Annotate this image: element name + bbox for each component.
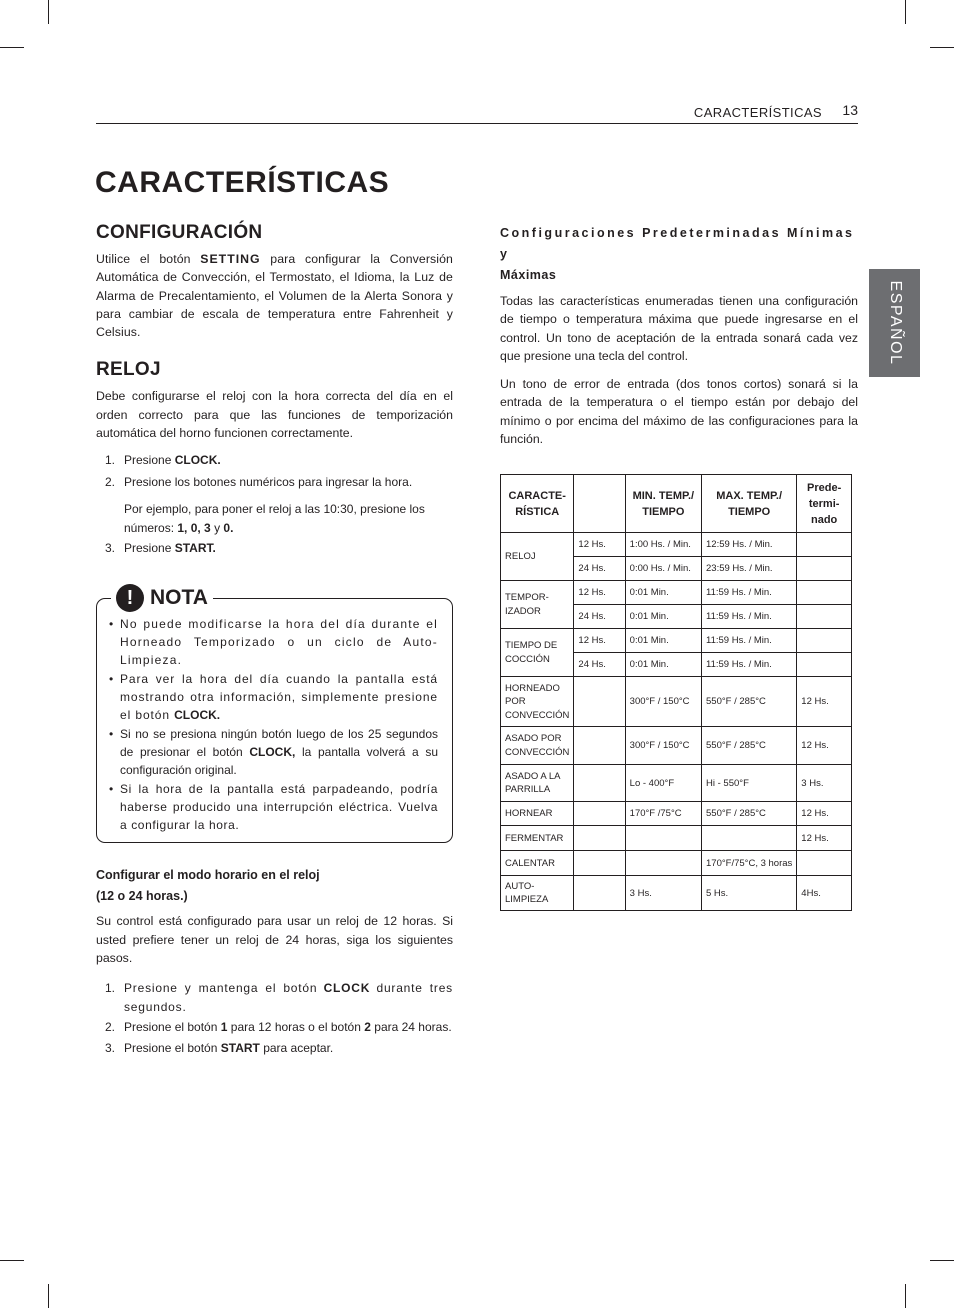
text-run: Para ver la hora del día cuando la pantalla está mostrando otra información, simplemente presione el botón <box>120 671 438 723</box>
text-run: durante tres segundos. <box>124 981 453 1014</box>
page-title: CARACTERÍSTICAS <box>95 166 390 199</box>
heading-line: Configurar el modo horario en el reloj <box>96 868 320 883</box>
list-item <box>105 1018 453 1037</box>
default-cell: 12 Hs. <box>797 727 852 765</box>
exclamation-icon: ! <box>116 584 144 612</box>
feature-cell: AUTO- LIMPIEZA <box>501 876 574 911</box>
mode-cell <box>574 802 625 826</box>
step-number: 2. <box>105 474 116 489</box>
start-key: START <box>220 1040 260 1055</box>
list-item <box>105 539 453 558</box>
default-cell <box>797 851 852 876</box>
clock-key: CLOCK <box>323 981 371 996</box>
min-cell: 0:01 Min. <box>625 629 701 653</box>
default-cell: 12 Hs. <box>797 802 852 826</box>
table-row <box>501 802 852 826</box>
max-cell: 11:59 Hs. / Min. <box>702 605 797 629</box>
text-run: Presione <box>124 541 172 556</box>
feature-cell: FERMENTAR <box>501 826 574 851</box>
table-row <box>501 629 852 653</box>
crop-mark <box>0 1260 24 1261</box>
crop-mark <box>905 1284 906 1308</box>
mode-cell <box>574 876 625 911</box>
language-tab <box>869 269 920 377</box>
text-run: No puede modificarse la hora del día durante el Horneado Temporizado o un ciclo de Auto-Limpieza. <box>120 616 438 668</box>
default-cell: 4Hs. <box>797 876 852 911</box>
clock-key: CLOCK, <box>249 744 296 759</box>
table-row <box>501 851 852 876</box>
header-mode <box>574 475 625 533</box>
table-row <box>501 826 852 851</box>
list-item <box>105 979 453 1016</box>
text-run: Si no se presiona ningún botón luego de los 25 segundos de presionar el botón <box>120 726 438 759</box>
text-run: para 24 horas. <box>374 1020 452 1035</box>
crop-mark <box>0 47 24 48</box>
table-row <box>501 581 852 605</box>
mode-cell: 24 Hs. <box>574 557 625 581</box>
max-cell: 12:59 Hs. / Min. <box>702 533 797 557</box>
text-run: para 12 horas o el botón <box>230 1020 361 1035</box>
digit-key: 2 <box>364 1020 371 1035</box>
default-cell <box>797 629 852 653</box>
right-column <box>500 222 858 911</box>
default-cell <box>797 581 852 605</box>
modo-horario-section <box>96 865 453 1057</box>
step-number: 3. <box>105 1040 116 1055</box>
min-cell: 1:00 Hs. / Min. <box>625 533 701 557</box>
feature-cell: HORNEAR <box>501 802 574 826</box>
min-cell: 3 Hs. <box>625 876 701 911</box>
max-cell: 11:59 Hs. / Min. <box>702 629 797 653</box>
header-feature: CARACTE- RÍSTICA <box>501 475 574 533</box>
max-cell: 170°F/75°C, 3 horas <box>702 851 797 876</box>
crop-mark <box>48 0 49 24</box>
predeterminadas-heading <box>500 223 858 286</box>
modo-horario-steps <box>105 979 453 1057</box>
nota-label: NOTA <box>150 585 208 609</box>
feature-cell: RELOJ <box>501 533 574 581</box>
min-cell: 0:00 Hs. / Min. <box>625 557 701 581</box>
setting-key: SETTING <box>200 252 261 266</box>
left-column <box>96 222 453 1057</box>
min-cell: 300°F / 150°C <box>625 727 701 765</box>
predeterminadas-p1: Todas las características enumeradas tienen una configuración de tiempo o temperatura máxima que puede ingresarse en el control. Un tono de aceptación de la entrada sonará cada vez que presione una tecla del control. <box>500 294 858 363</box>
default-cell <box>797 557 852 581</box>
clock-key: CLOCK. <box>174 453 221 468</box>
max-cell <box>702 826 797 851</box>
running-header <box>96 103 858 124</box>
mode-cell <box>574 677 625 727</box>
feature-cell: TEMPOR- IZADOR <box>501 581 574 629</box>
feature-cell: CALENTAR <box>501 851 574 876</box>
feature-cell: TIEMPO DE COCCIÓN <box>501 629 574 677</box>
default-cell <box>797 533 852 557</box>
digit-key: 0. <box>223 520 234 535</box>
crop-mark <box>905 0 906 24</box>
list-item <box>105 451 453 470</box>
crop-mark <box>930 1260 954 1261</box>
default-cell <box>797 653 852 677</box>
text-run: Presione el botón <box>124 1020 218 1035</box>
text-run: la pantalla volverá a su configuración original. <box>120 744 438 778</box>
mode-cell <box>574 765 625 802</box>
default-cell: 12 Hs. <box>797 677 852 727</box>
max-cell: 550°F / 285°C <box>702 727 797 765</box>
max-cell: 5 Hs. <box>702 876 797 911</box>
min-cell: 0:01 Min. <box>625 653 701 677</box>
text-run: Presione el botón <box>124 1040 218 1055</box>
min-cell: 170°F /75°C <box>625 802 701 826</box>
table-row <box>501 876 852 911</box>
list-item <box>105 1039 453 1058</box>
nota-box <box>96 585 453 844</box>
list-item <box>109 780 438 835</box>
header-min: MIN. TEMP./ TIEMPO <box>625 475 701 533</box>
language-tab-label: ESPAÑOL <box>886 280 904 366</box>
header-max: MAX. TEMP./ TIEMPO <box>702 475 797 533</box>
mode-cell: 12 Hs. <box>574 581 625 605</box>
heading-line: (12 o 24 horas.) <box>96 889 188 904</box>
modo-horario-heading <box>96 865 453 907</box>
max-cell: 550°F / 285°C <box>702 677 797 727</box>
step-number: 3. <box>105 541 116 556</box>
min-cell: 0:01 Min. <box>625 605 701 629</box>
predeterminadas-p2: Un tono de error de entrada (dos tonos cortos) sonará si la entrada de la temperatura o el tiempo están por debajo del mínimo o por encima del máximo de las configuraciones para la función. <box>500 377 858 447</box>
crop-mark <box>48 1284 49 1308</box>
mode-cell: 12 Hs. <box>574 533 625 557</box>
default-cell: 12 Hs. <box>797 826 852 851</box>
table-row <box>501 677 852 727</box>
table-row <box>501 765 852 802</box>
digit-key: 1 <box>220 1020 228 1035</box>
reloj-intro: Debe configurarse el reloj con la hora correcta del día en el orden correcto para que las funciones de temporización automática del horno funcionen correctamente. <box>96 389 453 441</box>
default-cell <box>797 605 852 629</box>
nota-header <box>111 583 213 613</box>
heading-line: Máximas <box>500 268 557 282</box>
header-section-title: CARACTERÍSTICAS <box>693 105 822 120</box>
mode-cell: 24 Hs. <box>574 653 625 677</box>
clock-key: CLOCK. <box>174 708 221 723</box>
min-cell <box>625 826 701 851</box>
text-run: Utilice el botón <box>96 252 191 266</box>
max-cell: Hi - 550°F <box>702 765 797 802</box>
configuracion-heading: CONFIGURACIÓN <box>96 222 263 243</box>
feature-cell: ASADO POR CONVECCIÓN <box>501 727 574 765</box>
modo-horario-intro: Su control está configurado para usar un reloj de 12 horas. Si usted prefiere tener un reloj de 24 horas, siga los siguientes pasos. <box>96 914 453 966</box>
table-row <box>501 727 852 765</box>
min-cell: Lo - 400°F <box>625 765 701 802</box>
reloj-steps-cont <box>105 539 453 558</box>
heading-line: Configuraciones Predeterminadas Mínimas y <box>500 226 855 261</box>
list-item <box>109 670 438 725</box>
reloj-steps <box>105 451 453 491</box>
max-cell: 11:59 Hs. / Min. <box>702 581 797 605</box>
feature-cell: HORNEADO POR CONVECCIÓN <box>501 677 574 727</box>
reloj-example <box>124 500 453 537</box>
text-run: Presione los botones numéricos para ingresar la hora. <box>124 474 413 489</box>
step-number: 1. <box>105 453 116 468</box>
digits-key: 1, 0, 3 <box>177 520 211 535</box>
reloj-heading: RELOJ <box>96 359 161 381</box>
mode-cell: 24 Hs. <box>574 605 625 629</box>
max-cell: 23:59 Hs. / Min. <box>702 557 797 581</box>
min-cell <box>625 851 701 876</box>
table-header-row <box>501 475 852 533</box>
crop-mark <box>930 47 954 48</box>
mode-cell <box>574 851 625 876</box>
text-run: para configurar la Conversión Automática de Convección, el Termostato, el Idioma, la Luz de Alarma de Precalentamiento, el Volumen de la Alerta Sonora y para cambiar de escala de temperatura entre Fahrenheit y Celsius. <box>96 252 453 340</box>
mode-cell <box>574 826 625 851</box>
min-cell: 0:01 Min. <box>625 581 701 605</box>
text-run: Si la hora de la pantalla está parpadeando, podría haberse producido una interrupción eléctrica. Vuelva a configurar la hora. <box>120 781 438 833</box>
text-run: para aceptar. <box>263 1040 334 1055</box>
step-number: 2. <box>105 1020 116 1035</box>
start-key: START. <box>174 541 216 556</box>
list-item <box>105 473 453 492</box>
table-row <box>501 533 852 557</box>
max-cell: 550°F / 285°C <box>702 802 797 826</box>
list-item <box>109 615 438 670</box>
mode-cell <box>574 727 625 765</box>
mode-cell: 12 Hs. <box>574 629 625 653</box>
min-cell: 300°F / 150°C <box>625 677 701 727</box>
text-run: y <box>214 520 221 535</box>
configuracion-section <box>96 222 453 341</box>
step-number: 1. <box>105 981 116 996</box>
page-number: 13 <box>842 102 858 118</box>
text-run: Por ejemplo, para poner el reloj a las 10:30, presione los números: <box>124 502 425 535</box>
text-run: Presione y mantenga el botón <box>124 981 318 996</box>
header-default: Prede- termi- nado <box>797 475 852 533</box>
nota-list <box>109 615 438 835</box>
configuracion-text <box>96 250 453 341</box>
feature-cell: ASADO A LA PARRILLA <box>501 765 574 802</box>
settings-table <box>500 474 852 911</box>
text-run: Presione <box>124 453 172 468</box>
default-cell: 3 Hs. <box>797 765 852 802</box>
list-item <box>109 725 438 780</box>
reloj-section <box>96 359 453 557</box>
max-cell: 11:59 Hs. / Min. <box>702 653 797 677</box>
